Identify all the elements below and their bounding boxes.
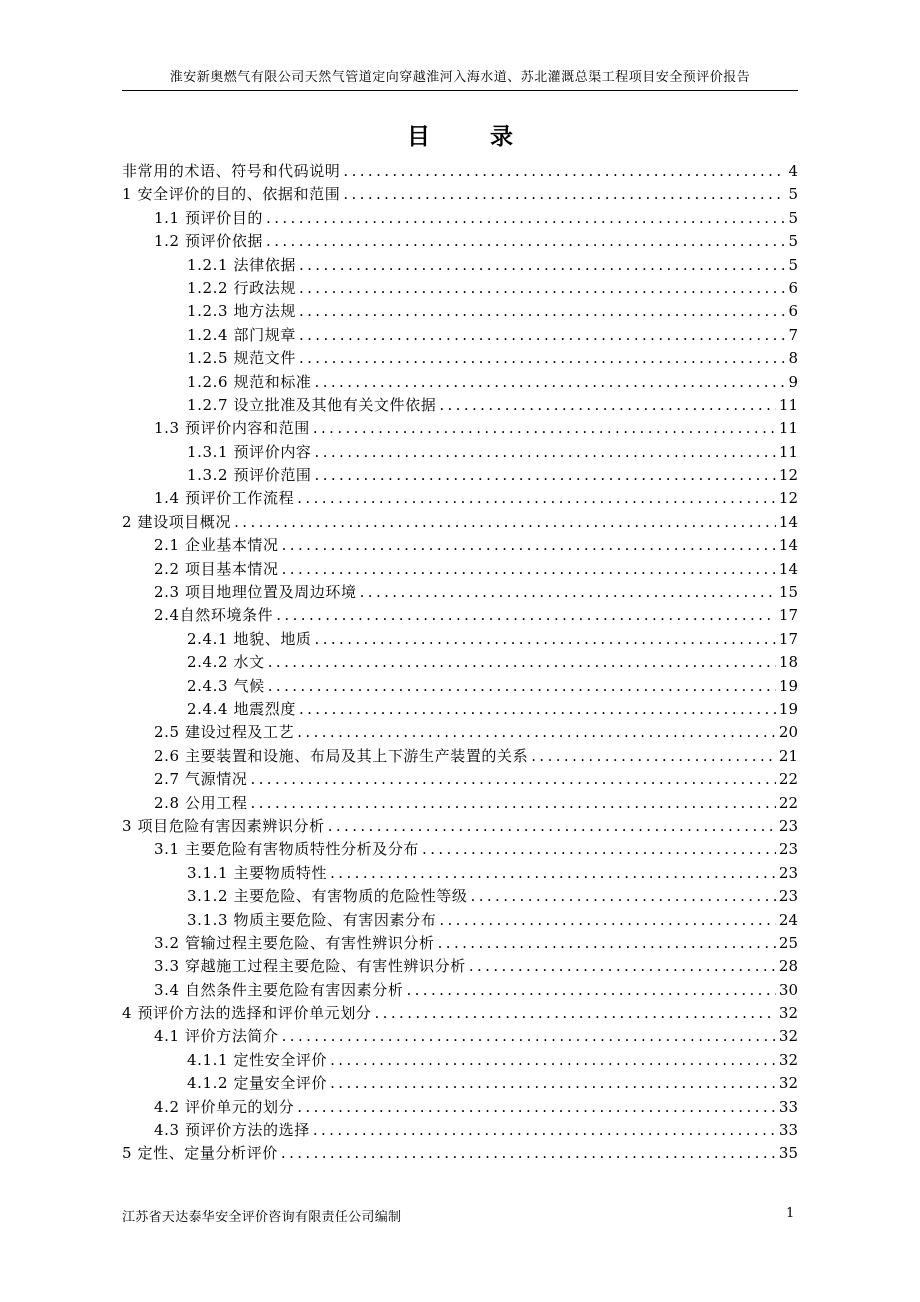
toc-dot-leader bbox=[299, 254, 785, 277]
toc-dot-leader bbox=[250, 792, 775, 815]
toc-dot-leader bbox=[299, 698, 776, 721]
toc-entry[interactable] bbox=[122, 417, 798, 440]
toc-entry[interactable] bbox=[122, 487, 798, 510]
toc-dot-leader bbox=[315, 441, 776, 464]
toc-entry-label: 1.2.5 规范文件 bbox=[187, 349, 296, 368]
toc-entry-label: 2.3 项目地理位置及周边环境 bbox=[154, 583, 357, 602]
toc-entry-page: 17 bbox=[778, 606, 798, 625]
toc-entry[interactable] bbox=[122, 721, 798, 744]
header-rule bbox=[122, 90, 798, 91]
toc-entry-label: 非常用的术语、符号和代码说明 bbox=[122, 162, 341, 180]
footer-publisher: 江苏省天达泰华安全评价咨询有限责任公司编制 bbox=[122, 1210, 402, 1225]
toc-dot-leader bbox=[471, 885, 776, 908]
toc-dot-leader bbox=[439, 909, 776, 932]
toc-entry-label: 1.2.7 设立批准及其他有关文件依据 bbox=[187, 395, 437, 414]
toc-entry-label: 4.1 评价方法简介 bbox=[154, 1027, 279, 1046]
toc-dot-leader bbox=[469, 955, 776, 978]
toc-entry-label: 2.4.3 气候 bbox=[187, 676, 265, 695]
toc-entry-label: 2.1 企业基本情况 bbox=[154, 536, 279, 555]
toc-dot-leader bbox=[266, 207, 785, 230]
page-header: 淮安新奥燃气有限公司天然气管道定向穿越淮河入海水道、苏北灌溉总渠工程项目安全预评价报告 bbox=[169, 70, 751, 85]
toc-dot-leader bbox=[281, 1142, 776, 1165]
toc-entry-label: 3.3 穿越施工过程主要危险、有害性辨识分析 bbox=[154, 957, 466, 976]
toc-entry-page: 15 bbox=[778, 583, 798, 602]
toc-entry-page: 33 bbox=[778, 1121, 798, 1140]
toc-dot-leader bbox=[297, 721, 776, 744]
table-of-contents bbox=[122, 160, 798, 1166]
toc-entry-label: 4.2 评价单元的划分 bbox=[154, 1097, 295, 1116]
toc-dot-leader bbox=[531, 745, 776, 768]
toc-entry[interactable] bbox=[122, 1142, 798, 1165]
toc-entry-page: 14 bbox=[778, 559, 798, 578]
toc-dot-leader bbox=[313, 1119, 776, 1142]
toc-entry-label: 1.2.4 部门规章 bbox=[187, 325, 296, 344]
toc-entry[interactable] bbox=[122, 651, 798, 674]
toc-entry-page: 11 bbox=[778, 419, 798, 438]
toc-entry[interactable] bbox=[122, 534, 798, 557]
toc-dot-leader bbox=[313, 417, 776, 440]
toc-dot-leader bbox=[299, 277, 785, 300]
toc-entry[interactable] bbox=[122, 815, 798, 838]
toc-entry-label: 1.4 预评价工作流程 bbox=[154, 489, 295, 508]
toc-dot-leader bbox=[343, 183, 785, 206]
toc-entry[interactable] bbox=[122, 558, 798, 581]
toc-entry-label: 3 项目危险有害因素辨识分析 bbox=[122, 816, 325, 835]
toc-entry[interactable] bbox=[122, 347, 798, 370]
toc-entry-page: 19 bbox=[778, 699, 798, 718]
toc-dot-leader bbox=[282, 534, 776, 557]
toc-dot-leader bbox=[276, 604, 776, 627]
toc-entry-page: 5 bbox=[788, 185, 798, 204]
toc-dot-leader bbox=[360, 581, 776, 604]
toc-entry[interactable] bbox=[122, 207, 798, 230]
toc-dot-leader bbox=[422, 838, 776, 861]
toc-entry-page: 5 bbox=[788, 232, 798, 251]
toc-entry-page: 32 bbox=[778, 1074, 798, 1093]
toc-entry-label: 2.6 主要装置和设施、布局及其上下游生产装置的关系 bbox=[154, 746, 529, 765]
toc-entry[interactable] bbox=[122, 1049, 798, 1072]
toc-entry-page: 33 bbox=[778, 1097, 798, 1116]
toc-entry-label: 1.2.1 法律依据 bbox=[187, 255, 296, 274]
toc-entry-label: 1 安全评价的目的、依据和范围 bbox=[122, 185, 341, 204]
toc-entry-label: 3.1 主要危险有害物质特性分析及分布 bbox=[154, 840, 420, 859]
toc-entry[interactable] bbox=[122, 955, 798, 978]
toc-entry-page: 5 bbox=[788, 255, 798, 274]
toc-entry-page: 22 bbox=[778, 770, 798, 789]
toc-entry-page: 14 bbox=[778, 536, 798, 555]
toc-entry[interactable] bbox=[122, 371, 798, 394]
toc-dot-leader bbox=[234, 511, 776, 534]
toc-dot-leader bbox=[299, 347, 785, 370]
toc-entry-label: 1.3 预评价内容和范围 bbox=[154, 419, 310, 438]
toc-entry-page: 23 bbox=[778, 887, 798, 906]
toc-entry-label: 2.4自然环境条件 bbox=[154, 606, 274, 625]
toc-dot-leader bbox=[315, 371, 785, 394]
toc-entry-page: 12 bbox=[778, 466, 798, 485]
toc-entry-label: 2.5 建设过程及工艺 bbox=[154, 723, 295, 742]
toc-entry[interactable] bbox=[122, 979, 798, 1002]
toc-entry-label: 3.4 自然条件主要危险有害因素分析 bbox=[154, 980, 404, 999]
toc-entry-label: 3.2 管输过程主要危险、有害性辨识分析 bbox=[154, 933, 435, 952]
toc-entry-label: 4.1.1 定性安全评价 bbox=[187, 1050, 328, 1069]
toc-entry-page: 7 bbox=[788, 325, 798, 344]
toc-entry-label: 3.1.2 主要危险、有害物质的危险性等级 bbox=[187, 887, 468, 906]
toc-entry[interactable] bbox=[122, 581, 798, 604]
toc-dot-leader bbox=[315, 464, 776, 487]
toc-entry-page: 24 bbox=[778, 910, 798, 929]
toc-entry-page: 30 bbox=[778, 980, 798, 999]
toc-entry[interactable] bbox=[122, 464, 798, 487]
toc-entry[interactable] bbox=[122, 675, 798, 698]
toc-dot-leader bbox=[268, 675, 776, 698]
toc-entry-label: 3.1.3 物质主要危险、有害因素分布 bbox=[187, 910, 437, 929]
toc-entry-label: 1.3.1 预评价内容 bbox=[187, 442, 312, 461]
toc-entry[interactable] bbox=[122, 792, 798, 815]
toc-entry[interactable] bbox=[122, 909, 798, 932]
toc-entry-label: 5 定性、定量分析评价 bbox=[122, 1144, 278, 1163]
toc-entry-label: 2.4.1 地貌、地质 bbox=[187, 629, 312, 648]
toc-dot-leader bbox=[438, 932, 776, 955]
toc-dot-leader bbox=[297, 487, 776, 510]
toc-entry[interactable] bbox=[122, 1002, 798, 1025]
toc-entry[interactable] bbox=[122, 300, 798, 323]
toc-entry[interactable] bbox=[122, 1025, 798, 1048]
toc-entry-label: 2.8 公用工程 bbox=[154, 793, 248, 812]
toc-entry[interactable] bbox=[122, 1096, 798, 1119]
toc-entry[interactable] bbox=[122, 628, 798, 651]
toc-entry[interactable] bbox=[122, 277, 798, 300]
toc-entry-label: 1.1 预评价目的 bbox=[154, 208, 264, 227]
toc-entry-page: 32 bbox=[778, 1050, 798, 1069]
toc-dot-leader bbox=[375, 1002, 776, 1025]
toc-entry-page: 20 bbox=[778, 723, 798, 742]
toc-entry[interactable] bbox=[122, 254, 798, 277]
toc-entry-page: 6 bbox=[788, 278, 798, 297]
toc-entry-label: 2.7 气源情况 bbox=[154, 770, 248, 789]
toc-entry-page: 25 bbox=[778, 933, 798, 952]
toc-dot-leader bbox=[330, 1049, 776, 1072]
toc-entry[interactable] bbox=[122, 511, 798, 534]
toc-dot-leader bbox=[439, 394, 776, 417]
toc-entry-label: 2 建设项目概况 bbox=[122, 512, 232, 531]
toc-dot-leader bbox=[268, 651, 776, 674]
toc-entry-page: 21 bbox=[778, 746, 798, 765]
toc-entry-label: 1.2 预评价依据 bbox=[154, 232, 264, 251]
toc-entry-label: 2.2 项目基本情况 bbox=[154, 559, 279, 578]
toc-entry-page: 28 bbox=[778, 957, 798, 976]
toc-dot-leader bbox=[330, 862, 776, 885]
toc-title: 目 录 bbox=[406, 123, 539, 150]
toc-entry[interactable] bbox=[122, 1119, 798, 1142]
toc-entry-label: 1.2.3 地方法规 bbox=[187, 302, 296, 321]
toc-entry-label: 4.3 预评价方法的选择 bbox=[154, 1121, 310, 1140]
toc-entry[interactable] bbox=[122, 160, 798, 183]
toc-dot-leader bbox=[406, 979, 775, 1002]
toc-entry-label: 2.4.2 水文 bbox=[187, 653, 265, 672]
toc-dot-leader bbox=[250, 768, 775, 791]
toc-entry-page: 35 bbox=[778, 1144, 798, 1163]
toc-entry-page: 11 bbox=[778, 442, 798, 461]
toc-dot-leader bbox=[266, 230, 785, 253]
toc-dot-leader bbox=[299, 300, 785, 323]
footer-page-number: 1 bbox=[786, 1206, 795, 1221]
toc-entry-page: 12 bbox=[778, 489, 798, 508]
toc-dot-leader bbox=[330, 1072, 776, 1095]
toc-entry-page: 4 bbox=[788, 162, 798, 180]
toc-entry-label: 4 预评价方法的选择和评价单元划分 bbox=[122, 1004, 372, 1023]
toc-entry[interactable] bbox=[122, 230, 798, 253]
toc-entry-label: 4.1.2 定量安全评价 bbox=[187, 1074, 328, 1093]
toc-entry-page: 18 bbox=[778, 653, 798, 672]
toc-entry[interactable] bbox=[122, 324, 798, 347]
toc-entry[interactable] bbox=[122, 932, 798, 955]
toc-entry-page: 23 bbox=[778, 840, 798, 859]
toc-dot-leader bbox=[282, 558, 776, 581]
toc-entry[interactable] bbox=[122, 745, 798, 768]
toc-entry-label: 1.2.6 规范和标准 bbox=[187, 372, 312, 391]
toc-entry-page: 32 bbox=[778, 1027, 798, 1046]
toc-entry-page: 5 bbox=[788, 208, 798, 227]
toc-entry[interactable] bbox=[122, 838, 798, 861]
toc-entry-page: 22 bbox=[778, 793, 798, 812]
toc-entry-page: 23 bbox=[778, 816, 798, 835]
toc-dot-leader bbox=[315, 628, 776, 651]
toc-entry[interactable] bbox=[122, 604, 798, 627]
toc-entry[interactable] bbox=[122, 885, 798, 908]
toc-entry-page: 9 bbox=[788, 372, 798, 391]
toc-dot-leader bbox=[343, 160, 785, 183]
toc-entry[interactable] bbox=[122, 183, 798, 206]
toc-entry-label: 2.4.4 地震烈度 bbox=[187, 699, 296, 718]
toc-entry-page: 6 bbox=[788, 302, 798, 321]
toc-entry-label: 3.1.1 主要物质特性 bbox=[187, 863, 328, 882]
toc-entry-page: 17 bbox=[778, 629, 798, 648]
toc-entry-page: 8 bbox=[788, 349, 798, 368]
toc-entry-page: 23 bbox=[778, 863, 798, 882]
toc-entry[interactable] bbox=[122, 768, 798, 791]
toc-dot-leader bbox=[328, 815, 776, 838]
toc-dot-leader bbox=[297, 1096, 776, 1119]
toc-entry-page: 14 bbox=[778, 512, 798, 531]
toc-entry-page: 32 bbox=[778, 1004, 798, 1023]
toc-entry[interactable] bbox=[122, 862, 798, 885]
toc-entry[interactable] bbox=[122, 394, 798, 417]
toc-entry-label: 1.2.2 行政法规 bbox=[187, 278, 296, 297]
toc-entry[interactable] bbox=[122, 698, 798, 721]
toc-entry[interactable] bbox=[122, 441, 798, 464]
toc-entry-label: 1.3.2 预评价范围 bbox=[187, 466, 312, 485]
toc-dot-leader bbox=[282, 1025, 776, 1048]
toc-entry-page: 19 bbox=[778, 676, 798, 695]
toc-entry-page: 11 bbox=[778, 395, 798, 414]
toc-entry[interactable] bbox=[122, 1072, 798, 1095]
toc-dot-leader bbox=[299, 324, 785, 347]
